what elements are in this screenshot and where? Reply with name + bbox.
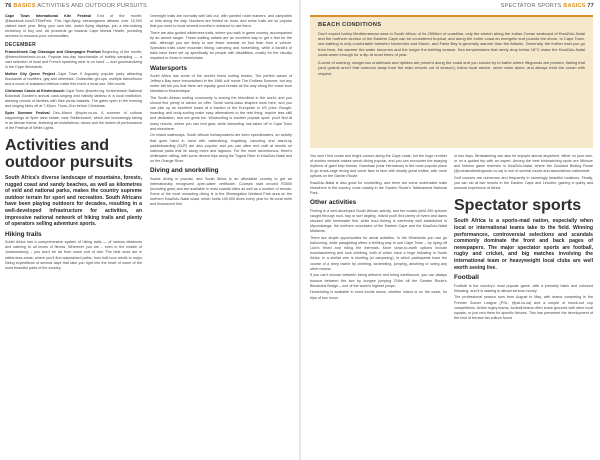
watersports-text-2: The South African surfing community is among the friendliest in the world, and you should find plenty of advice on offer. Some world-class shapers work here, and you can pick up an excellent board at a fraction of the European or US price. Boogie-boarding and body-surfing make easy alternatives to the real thing, require less skill and dedication, and are great fun. Windsurfing is another popular sport: you'll find at many resorts, where you can rent gear, while kitesurfing has taken off in Cape Town and elsewhere. bbox=[150, 96, 292, 131]
activities-lead: South Africa's diverse landscape of mountains, forests, rugged coast and sandy beaches, as well as kilometres of veld and national parks, makes the country supreme outdoor terrain for sport and recreation. South Africans have been playing outdoors for decades, resulting in a well-developed infrastructure for activities, an impressive national network of hiking trails and plenty of operators selling adventure sports. bbox=[5, 175, 142, 228]
spectator-lead: South Africa is a sports-mad nation, especially when local or international teams take to the field. Winning performances, controversial selections and scandals commonly dominate the front and back pages of newspapers. The major spectator sports are football, rugby and cricket, and big matches involving the international team or heavyweight local clubs are well worth seeing live. bbox=[454, 218, 593, 271]
festival-entry: Franschhoek Cap Classique and Champagne Festival Beginning of the month; @franschhoekmcc.co.za. Popular two-day bacchanalia of bubbly sampling — a vast selection of local and French sparkling wine is on hand — and gourmandizing in the Cape Winelands. bbox=[5, 49, 142, 69]
festival-entry: Cape Town International Kite Festival End of the month; @facebook.com/CTKiteFest. This high-flying extravaganza attracts over 15,000 visitors each year. Bring your own kite, watch flying displays, join a kite-making workshop or buy one. All proceeds go towards Cape Mental Health, providing services to resource-poor communities. bbox=[5, 14, 142, 39]
running-title-right: SPECTATOR SPORTS bbox=[500, 3, 562, 9]
section-title-spectator: Spectator sports bbox=[454, 197, 582, 215]
aerial-text: There are ample opportunities for aerial activities. In the Winelands you can go ballooning, while paragliding offers a thrilling way to see Cape Town – by dying off Lion's Head and riding the thermals. More down-to-earth options include mountaineering and rock climbing, both of which have a huge following in South Africa. In a similar vein is kloofing (or canyoning), in which participants trace the course of a deep ravine by climbing, scrambling, jumping, abseiling or swing any other means. bbox=[310, 236, 447, 271]
birdwatching-text: or two days. Birdwatching can also be enjoyed almost anywhere, either on your own, or on a guided trip with an expert. Among the best birdwatching spots are Mkhuze and Ndumo game reserves in KwaZulu-Natal, where the Zululand Birding Route (@zululandbirdingroute.co.za) is one of several routes and associations nationwide. bbox=[454, 154, 593, 174]
page-number-right: 77 bbox=[587, 3, 594, 9]
running-head-left bbox=[5, 3, 147, 9]
left-column-2 bbox=[150, 14, 292, 209]
section-title-activities: Activities and outdoor pursuits bbox=[5, 137, 133, 172]
beach-conditions-box bbox=[310, 15, 593, 148]
horseriding-text: Horseriding is available in most tourist towns, whether inland or on the coast, for trips of two hours bbox=[310, 290, 447, 300]
guided-trails-text: There are also guided wilderness trails, where you walk in game country, accompanied by an armed ranger. These walking safaris are an excellent way to get a feel for the wild, although you are likely to see fewer animals on foot than from a vehicle. Specialist trails cover mountain biking, canoeing and horseriding, while a handful of trails have been set up specifically for people with disabilities, mostly for the visually impaired or those in wheelchairs. bbox=[150, 30, 292, 61]
bungee-text: If you can't choose between being airborne and being earthbound, you can always bounce between the two by bungee jumping 216m off the Garden Route's Bloukrans Bridge – one of the world's highest jumps. bbox=[310, 273, 447, 288]
running-head-right bbox=[501, 3, 594, 9]
festival-entry: Spier Summer Festival Dec–March @spier.co.za. A summer of cultural happenings at Spier wine estate, near Stellenbosch, which are increasingly taking in an African theme, featuring art installations, dance and the lantern-lit performance of the Festival of White Lights. bbox=[5, 110, 142, 130]
watersports-text-1: South Africa has some of the world's finest surfing breaks. The perfect waves of Jeffrey's Bay were immortalized in the 1966 cult movie The Endless Summer, but any surfer will tell you that there are equally good breaks all the way along the coast from Namibia to Mozambique. bbox=[150, 74, 292, 94]
left-column-1 bbox=[5, 14, 142, 273]
hiking-heading: Hiking trails bbox=[5, 230, 42, 238]
page-number-left: 76 bbox=[5, 3, 12, 9]
wreck-diving-text: You won't find corals and bright colours along the Cape coast, but the huge number of sunken vessels makes wreck diving popular, and you can encounter the swaying rhythms of giant kelp forests. Gansbaai (near Hermanus) is the most popular place to go shark-cage diving and come face to face with deadly great whites, with more options on the Garden Route. bbox=[310, 154, 447, 179]
month-heading: DECEMBER bbox=[5, 42, 37, 49]
fishing-text: Fishing is a well-developed South African activity, and the coasts yield 250 species caught through rock, bay or surf angling. Inland you'll find plenty of rivers and dams stocked with freshwater fish, while trout fishing is extremely well established in Mpumalanga, the northern mountains of the Eastern Cape and the KwaZulu-Natal Midlands. bbox=[310, 208, 447, 234]
football-heading: Football bbox=[454, 274, 479, 282]
football-text-1: Football is the country's most popular game, with a primarily black and coloured following, and it is starting to attract serious money. bbox=[454, 283, 593, 293]
watersports-heading: Watersports bbox=[150, 64, 188, 72]
snorkelling-text: KwaZulu-Natal is also good for snorkelling, and there are some underwater trails elsewhere in the country, most notably in the Garden Route's Tsitsikamma National Park. bbox=[310, 181, 447, 196]
other-activities-heading: Other activities bbox=[310, 199, 357, 207]
beach-conditions-text: A word of warning: dangerous undertows and riptides are present along the coast and you should try to bathe where lifeguards are present, flailing that (and guards aren't that common away from the main resorts out of season), follow local advice, never swim alone, and always treat the ocean with respect. bbox=[318, 59, 585, 76]
right-column-1 bbox=[310, 154, 447, 302]
right-column-2 bbox=[454, 154, 593, 323]
right-page bbox=[300, 0, 600, 460]
section-label-left: BASICS bbox=[13, 3, 36, 9]
beach-conditions-text: Don't expect balmy Mediterranean seas in South Africa: of its 2500km of coastline, only the stretch along the Indian Ocean seaboard of KwaZulu-Natal and the northern section of the Eastern Cape can be considered tropical, and along the entire coast an energetic surf pounds the shore. In Cape Town, sea bathing is only comfortable between November and March, and False Bay is generally warmer than the Atlantic. Generally, the further east you go from here, the warmer the water becomes and the longer the bathing season. Sea temperatures that rarely drop below 18°C make the KwaZulu-Natal coast warm enough for a dip at most times of year. bbox=[318, 30, 585, 58]
diving-heading: Diving and snorkelling bbox=[150, 167, 219, 174]
watersports-text-3: On inland waterways, South African holidaymakers are keen speedboaters, an activity that goes hand in hand with waterskiing. Kayaking, canoeing and stand-up paddleboarding (SUP) are also popular, and you can often rent craft at resorts on national parks that lie along rivers and lagoons. For the more adventurous, there's whitewater rafting, with some decent trips along the Tugela River in KwaZulu-Natal and on the Orange River. bbox=[150, 133, 292, 163]
beach-conditions-title: BEACH CONDITIONS bbox=[318, 22, 382, 28]
overnight-trails-text: Overnight trails are normally well laid out, with painted route markers, and campsites or huts along the way. Numbers are limited on most, and some trails are so popular that you need to book several months in advance to use them. bbox=[150, 14, 292, 29]
diving-text: Scuba diving is popular, and South Africa is an affordable country to get an internationally recognized open-water certificate. Courses start around R3500 (including gear) and are available in most coastal cities as well as a number of resorts. Some of the most rewarding diving is in the iSimangaliso Wetland Park area on the northern KwaZulu-Natal coast, which hosts 100,000 dives every year for its coral reefs and fluorescent fish. bbox=[150, 176, 292, 206]
festival-entry: Christmas Carols at Kirstenbosch Cape Town @sanbi.org. Kirstenbosch National Botanical Garden's annual carol-singing and nativity tableau is a local institution, drawing crowds of families with their picnic baskets. The gates open in the evening and singing kicks off at 7.45pm. Thurs–Sun before Christmas. bbox=[5, 88, 142, 108]
golf-ski-text: Golf courses are numerous and frequently in stunningly beautiful locations. Finally, you can ski at two resorts in the Eastern Cape and Lesotho, gaining a quirky and unusual experience of Africa. bbox=[454, 176, 593, 191]
section-label-right: BASICS bbox=[563, 3, 586, 9]
festival-entry: Mother City Queer Project Cape Town 9 Arguably popular party attracting thousands of revellers, gay and otherwise. Outlandish get-ups, multiple dancefloors and a mood of sustained delirium make this event a must-see. Mid-month. bbox=[5, 71, 142, 86]
football-text-2: The professional season runs from August to May, with teams competing in the Premier Soccer League (PSL; @psl.co.za) and a couple of knock-out cup competitions. Unlike rugby teams, football teams often share grounds with other local squads, or just rent them for specific fixtures. This has prevented the development of the kind of terrace fan culture found bbox=[454, 295, 593, 320]
hiking-text: South Africa has a comprehensive system of hiking trails — of various distances and catering to all levels of fitness. Wherever you are – even in the middle of Johannesburg – you won't be far from some sort of trail. The best ones are in wilderness areas, where you'll find waymarked paths, from half-hour strolls to major hiking expeditions of several days that take you right into the heart of some of the most beautiful parts of the country. bbox=[5, 240, 142, 270]
running-title-left: ACTIVITIES AND OUTDOOR PURSUITS bbox=[37, 3, 147, 9]
